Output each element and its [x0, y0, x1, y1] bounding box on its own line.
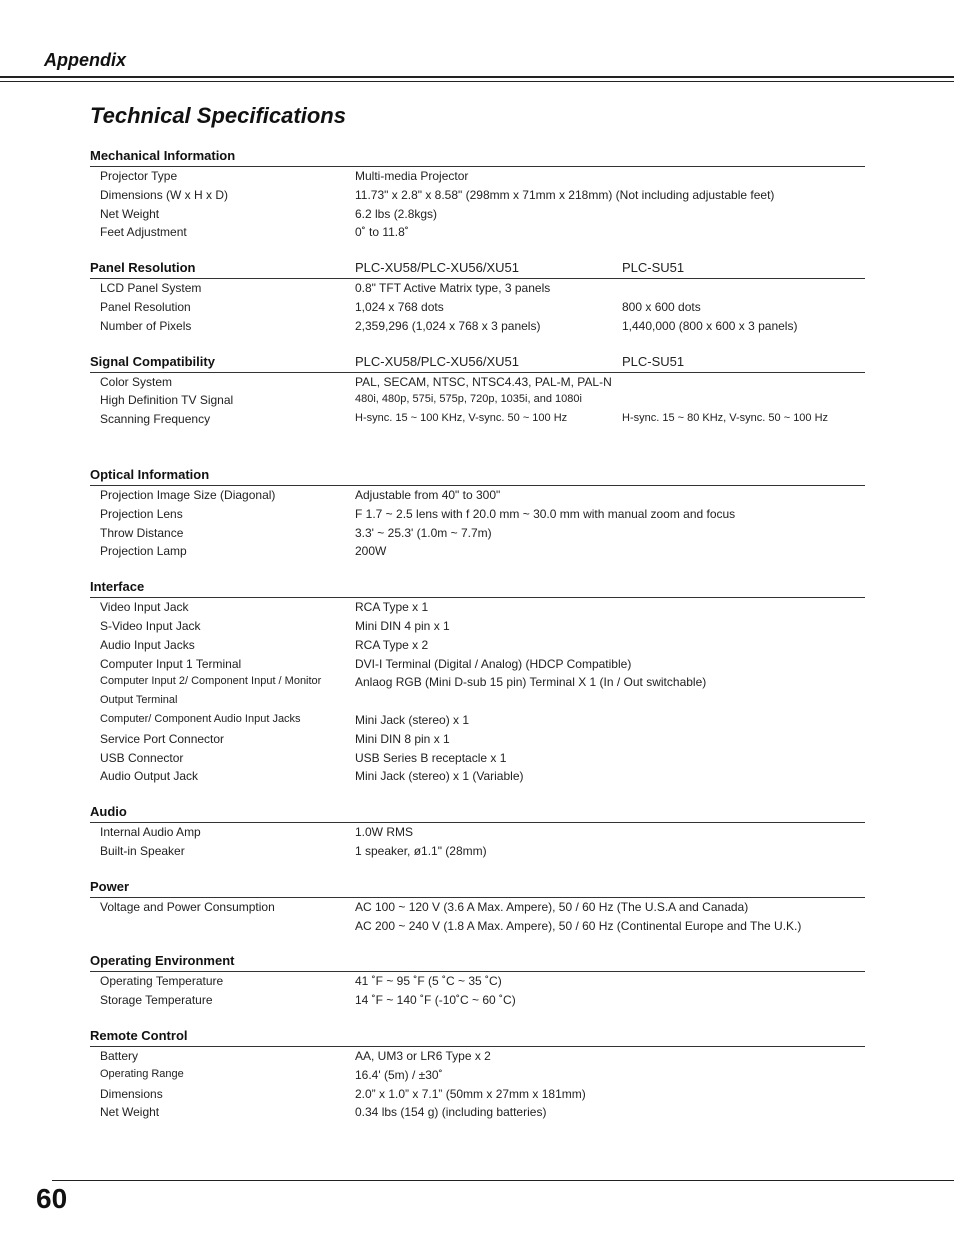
section-title: Mechanical Information: [90, 148, 236, 163]
spec-value: F 1.7 ~ 2.5 lens with f 20.0 mm ~ 30.0 mm with manual zoom and focus: [355, 506, 736, 521]
section-column-model-alt: PLC-SU51: [622, 353, 685, 369]
spec-value: Mini DIN 4 pin x 1: [355, 618, 450, 633]
spec-value: AC 100 ~ 120 V (3.6 A Max. Ampere), 50 / 60 Hz (The U.S.A and Canada): [355, 899, 749, 914]
spec-value: 16.4' (5m) / ±30˚: [355, 1067, 443, 1082]
spec-value: 1 speaker, ø1.1" (28mm): [355, 843, 487, 858]
spec-row: [90, 636, 865, 655]
spec-row: [90, 524, 865, 543]
spec-value: RCA Type x 1: [355, 600, 429, 615]
section-title: Signal Compatibility: [90, 353, 215, 369]
spec-value: 1,024 x 768 dots: [355, 299, 444, 314]
spec-label: LCD Panel System: [100, 281, 202, 296]
spec-label: Number of Pixels: [100, 318, 192, 333]
section-title: Audio: [90, 804, 127, 820]
spec-value: RCA Type x 2: [355, 637, 429, 652]
section-title: Interface: [90, 579, 145, 595]
spec-row: [90, 317, 865, 336]
spec-section: [90, 800, 865, 861]
spec-section: [90, 256, 865, 335]
spec-row: [90, 823, 865, 842]
spec-label: Operating Range: [100, 1067, 184, 1080]
spec-row: [90, 542, 865, 561]
spec-label: Scanning Frequency: [100, 412, 211, 427]
spec-label: Panel Resolution: [100, 299, 191, 314]
spec-value: 3.3' ~ 25.3' (1.0m ~ 7.7m): [355, 525, 492, 540]
spec-value: 14 ˚F ~ 140 ˚F (-10˚C ~ 60 ˚C): [355, 993, 516, 1008]
section-column-model: PLC-XU58/PLC-XU56/XU51: [355, 353, 520, 369]
spec-row: [90, 1047, 865, 1066]
section-column-model: PLC-XU58/PLC-XU56/XU51: [355, 260, 520, 276]
spec-label: Color System: [100, 374, 173, 389]
spec-row: [90, 898, 865, 917]
spec-section: [90, 575, 865, 786]
spec-value: 0.8" TFT Active Matrix type, 3 panels: [355, 281, 551, 296]
spec-row: [90, 223, 865, 242]
section-title: Panel Resolution: [90, 260, 196, 276]
spec-value: 0˚ to 11.8˚: [355, 225, 409, 240]
spec-value: Mini DIN 8 pin x 1: [355, 731, 450, 746]
spec-value: 11.73" x 2.8" x 8.58" (298mm x 71mm x 218mm) (Not including adjustable feet): [355, 187, 775, 202]
spec-row: [90, 655, 865, 674]
spec-value: DVI-I Terminal (Digital / Analog) (HDCP Compatible): [355, 656, 632, 671]
spec-row: [90, 842, 865, 861]
spec-section: [90, 1024, 865, 1122]
spec-section: [90, 350, 865, 429]
spec-label: USB Connector: [100, 750, 184, 765]
page-title: Technical Specifications: [90, 103, 346, 128]
spec-label: Dimensions: [100, 1086, 163, 1101]
spec-label: High Definition TV Signal: [100, 393, 234, 408]
spec-label: Computer Input 1 Terminal: [100, 656, 242, 671]
spec-label: Battery: [100, 1048, 139, 1063]
spec-value: 2,359,296 (1,024 x 768 x 3 panels): [355, 318, 541, 333]
spec-row: [90, 205, 865, 224]
spec-label: Net Weight: [100, 1105, 160, 1120]
page-number: 60: [36, 1183, 68, 1214]
spec-label: Projection Image Size (Diagonal): [100, 487, 276, 502]
spec-row: [90, 673, 865, 692]
spec-row: [90, 730, 865, 749]
spec-value: USB Series B receptacle x 1: [355, 750, 507, 765]
spec-label: Audio Output Jack: [100, 769, 199, 784]
spec-row: [90, 1066, 865, 1085]
spec-label: Projection Lamp: [100, 544, 187, 559]
spec-value: Anlaog RGB (Mini D-sub 15 pin) Terminal X 1 (In / Out switchable): [355, 675, 707, 690]
spec-row: [90, 767, 865, 786]
spec-label: Storage Temperature: [100, 993, 213, 1008]
spec-label: S-Video Input Jack: [100, 618, 201, 633]
spec-row: [90, 486, 865, 505]
spec-label: Projector Type: [100, 169, 178, 183]
spec-value: 200W: [355, 544, 387, 559]
spec-label: Projection Lens: [100, 506, 183, 521]
spec-row: [90, 972, 865, 991]
spec-label: Net Weight: [100, 206, 160, 221]
spec-label: Output Terminal: [100, 694, 178, 707]
spec-row: [90, 391, 865, 410]
section-column-model-alt: PLC-SU51: [622, 260, 685, 276]
spec-label: Voltage and Power Consumption: [100, 899, 275, 914]
spec-value: H-sync. 15 ~ 100 KHz, V-sync. 50 ~ 100 Hz: [355, 412, 568, 425]
section-title: Remote Control: [90, 1027, 188, 1043]
spec-label: Throw Distance: [100, 525, 184, 540]
spec-value: 480i, 480p, 575i, 575p, 720p, 1035i, and 1080i: [355, 393, 582, 406]
spec-label: Audio Input Jacks: [100, 637, 195, 652]
spec-section: [90, 144, 865, 242]
section-header: [90, 1024, 865, 1047]
spec-value: 41 ˚F ~ 95 ˚F (5 ˚C ~ 35 ˚C): [355, 974, 502, 989]
section-header: [90, 144, 865, 167]
spec-row: [90, 991, 865, 1010]
spec-value: 2.0” x 1.0” x 7.1” (50mm x 27mm x 181mm): [355, 1086, 586, 1101]
spec-value-alt: 800 x 600 dots: [622, 299, 701, 314]
spec-row: [90, 617, 865, 636]
footer-rule: [52, 1180, 954, 1181]
section-header: [90, 949, 865, 972]
section-title: Operating Environment: [90, 953, 235, 969]
section-label: Appendix: [44, 50, 127, 70]
section-header: [90, 575, 865, 598]
spec-value: Mini Jack (stereo) x 1: [355, 712, 470, 727]
spec-value: PAL, SECAM, NTSC, NTSC4.43, PAL-M, PAL-N: [355, 374, 612, 389]
spec-row: [90, 167, 865, 186]
spec-section: [90, 463, 865, 561]
spec-table: [90, 144, 865, 1136]
spec-row: [90, 410, 865, 429]
spec-section: [90, 949, 865, 1010]
spec-label: Feet Adjustment: [100, 225, 187, 240]
spec-value: 1.0W RMS: [355, 825, 414, 840]
spec-value: AC 200 ~ 240 V (1.8 A Max. Ampere), 50 / 60 Hz (Continental Europe and The U.K.): [355, 918, 802, 933]
spec-label: Video Input Jack: [100, 600, 189, 615]
spec-row: [90, 186, 865, 205]
spec-value: 6.2 lbs (2.8kgs): [355, 206, 438, 221]
spec-row: [90, 1103, 865, 1122]
spec-row: [90, 711, 865, 730]
spec-row: [90, 692, 865, 711]
section-title: Optical Information: [90, 466, 210, 482]
section-header: [90, 350, 865, 373]
spec-row: [90, 298, 865, 317]
spec-value-alt: 1,440,000 (800 x 600 x 3 panels): [622, 318, 798, 333]
section-header: [90, 256, 865, 279]
spec-label: Service Port Connector: [100, 731, 225, 746]
spec-row: [90, 373, 865, 392]
spec-row: [90, 505, 865, 524]
spec-row: [90, 279, 865, 298]
spec-value: Adjustable from 40" to 300": [355, 487, 501, 502]
header-rule: [0, 76, 954, 78]
spec-label: Computer Input 2/ Component Input / Monitor: [100, 675, 322, 688]
spec-label: Dimensions (W x H x D): [100, 187, 229, 202]
section-header: [90, 875, 865, 898]
spec-value-alt: H-sync. 15 ~ 80 KHz, V-sync. 50 ~ 100 Hz: [622, 412, 829, 425]
section-header: [90, 800, 865, 823]
spec-row: [90, 1085, 865, 1104]
spec-value: Multi-media Projector: [355, 169, 469, 183]
spec-section: [90, 875, 865, 936]
spec-value: 0.34 lbs (154 g) (including batteries): [355, 1105, 547, 1120]
spec-label: Built-in Speaker: [100, 843, 185, 858]
spec-value: Mini Jack (stereo) x 1 (Variable): [355, 769, 524, 784]
spec-row: [90, 749, 865, 768]
spec-label: Operating Temperature: [100, 974, 224, 989]
section-header: [90, 463, 865, 486]
spec-row: [90, 917, 865, 936]
header-rule-thin: [0, 81, 954, 82]
spec-label: Internal Audio Amp: [100, 825, 201, 840]
spec-value: AA, UM3 or LR6 Type x 2: [355, 1048, 491, 1063]
spec-label: Computer/ Component Audio Input Jacks: [100, 712, 301, 725]
section-title: Power: [90, 878, 130, 894]
spec-row: [90, 598, 865, 617]
